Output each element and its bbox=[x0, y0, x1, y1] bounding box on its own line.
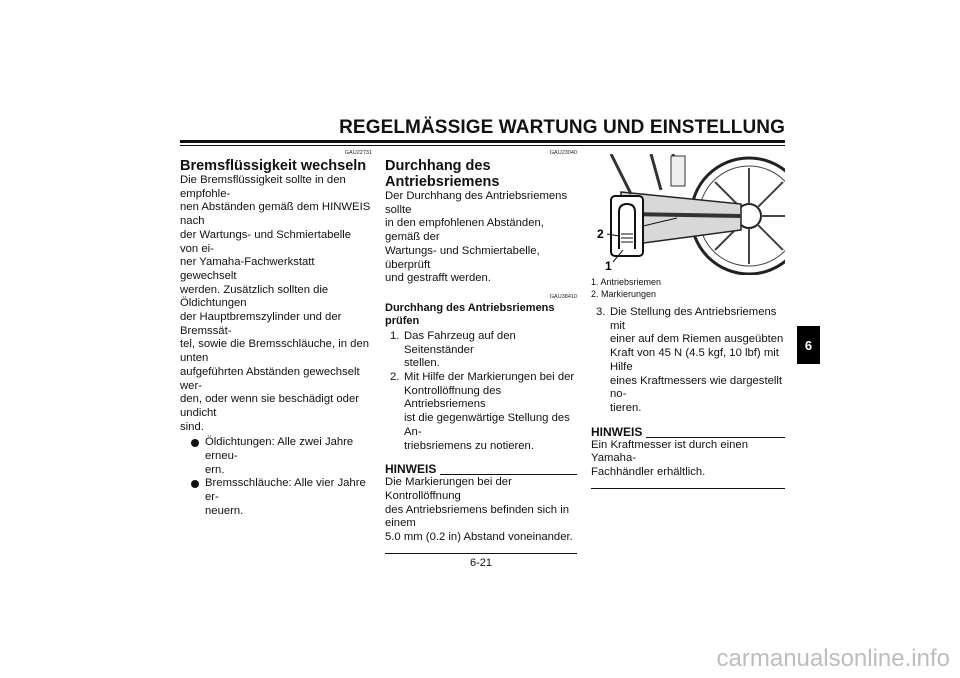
step-list bbox=[385, 330, 577, 453]
column-brake-fluid bbox=[180, 150, 372, 519]
text-line: tel, sowie die Bremsschläuche, in den unten bbox=[180, 338, 370, 365]
chapter-tab: 6 bbox=[797, 326, 820, 364]
text-line: werden. Zusätzlich sollten die Öldichtungen bbox=[180, 283, 329, 310]
text-line: einer auf dem Riemen ausgeübten bbox=[610, 333, 784, 346]
step-item bbox=[385, 330, 577, 371]
note-end-rule bbox=[385, 553, 577, 554]
text-line: des Antriebsriemens befinden sich in einem bbox=[385, 503, 569, 530]
note-end-rule bbox=[591, 488, 785, 489]
body-text bbox=[385, 190, 577, 286]
section-code: GAU38410 bbox=[549, 293, 577, 300]
text-line: Fachhändler erhältlich. bbox=[591, 466, 706, 479]
text-line: aufgeführten Abständen gewechselt wer- bbox=[180, 365, 360, 392]
bullet-item bbox=[180, 477, 372, 518]
caption-line: 1. Antriebsriemen bbox=[591, 277, 662, 287]
text-line: den, oder wenn sie beschädigt oder undicht bbox=[180, 393, 359, 419]
motorcycle-belt-illustration bbox=[591, 154, 785, 275]
bullet-list bbox=[180, 436, 372, 518]
note-title: HINWEIS bbox=[385, 462, 437, 477]
section-heading: Durchhang des Antriebsriemens bbox=[385, 158, 500, 190]
text-line: Mit Hilfe der Markierungen bei der bbox=[404, 371, 575, 384]
note-body bbox=[385, 476, 577, 545]
text-line: und gestrafft werden. bbox=[385, 272, 491, 285]
callout-label-1: 1 bbox=[605, 259, 612, 273]
bullet-item bbox=[180, 436, 372, 477]
text-line: sind. bbox=[180, 420, 204, 433]
text-line: Wartungs- und Schmiertabelle, überprüft bbox=[385, 244, 540, 271]
text-line: Das Fahrzeug auf den Seitenständer bbox=[404, 329, 516, 356]
frame-tubes bbox=[611, 154, 679, 194]
shock-absorber bbox=[671, 156, 685, 186]
text-line: tieren. bbox=[610, 401, 642, 414]
section-heading: Bremsflüssigkeit wechseln bbox=[180, 158, 367, 174]
callout-label-2: 2 bbox=[597, 227, 604, 241]
note-heading bbox=[591, 426, 785, 439]
text-line: der Hauptbremszylinder und der Bremssät- bbox=[180, 311, 342, 337]
text-line: Die Bremsflüssigkeit sollte in den empfohle- bbox=[180, 174, 346, 200]
note-rule bbox=[440, 474, 577, 475]
text-line: stellen. bbox=[404, 357, 440, 370]
text-line: in den empfohlenen Abständen, gemäß der bbox=[385, 217, 544, 244]
sub-heading: Durchhang des Antriebsriemens prüfen bbox=[385, 301, 555, 327]
section-code: GAU23040 bbox=[549, 150, 577, 156]
note-rule bbox=[646, 437, 785, 438]
step-number: 3. bbox=[596, 306, 606, 318]
text-line: 5.0 mm (0.2 in) Abstand voneinander. bbox=[385, 531, 573, 544]
step-item bbox=[385, 371, 577, 453]
text-line: der Wartungs- und Schmiertabelle von ei- bbox=[180, 228, 351, 255]
text-line: Die Markierungen bei der Kontrollöffnung bbox=[385, 476, 512, 502]
drive-belt bbox=[631, 214, 741, 216]
text-line: triebsriemens zu notieren. bbox=[404, 439, 534, 452]
caption-line: 2. Markierungen bbox=[591, 289, 657, 299]
column-figure bbox=[591, 150, 785, 489]
step-item bbox=[591, 306, 785, 416]
note-title: HINWEIS bbox=[591, 424, 643, 439]
text-line: Kraft von 45 N (4.5 kgf, 10 lbf) mit Hilfe bbox=[610, 347, 779, 373]
step-number: 2. bbox=[390, 371, 400, 384]
header-rule bbox=[180, 140, 785, 143]
page-number: 6-21 bbox=[470, 557, 493, 569]
step-number: 1. bbox=[390, 329, 400, 342]
text-line: ner Yamaha-Fachwerkstatt gewechselt bbox=[180, 256, 315, 282]
watermark: carmanualsonline.info bbox=[716, 645, 950, 672]
page-header-title: REGELMÄSSIGE WARTUNG UND EINSTELLUNG bbox=[339, 117, 785, 138]
text-line: Bremsschläuche: Alle vier Jahre er- bbox=[205, 477, 366, 504]
text-line: nen Abständen gemäß dem HINWEIS nach bbox=[180, 201, 371, 228]
body-text bbox=[180, 174, 372, 434]
text-line: neuern. bbox=[205, 504, 244, 517]
figure-caption bbox=[591, 276, 785, 300]
text-line: ern. bbox=[205, 463, 225, 476]
text-line: Die Stellung des Antriebsriemens mit bbox=[610, 306, 777, 332]
text-line: ist die gegenwärtige Stellung des An- bbox=[404, 412, 570, 438]
text-line: Kontrollöffnung des Antriebsriemens bbox=[404, 384, 502, 411]
note-heading bbox=[385, 463, 577, 476]
bullet-dot-icon bbox=[191, 480, 199, 488]
note-body bbox=[591, 439, 785, 480]
text-line: Der Durchhang des Antriebsriemens sollte bbox=[385, 190, 568, 216]
text-line: Ein Kraftmesser ist durch einen Yamaha- bbox=[591, 438, 748, 465]
text-line: eines Kraftmessers wie dargestellt no- bbox=[610, 374, 783, 401]
belt-figure bbox=[591, 154, 785, 275]
step-list bbox=[591, 306, 785, 416]
text-line: Öldichtungen: Alle zwei Jahre erneu- bbox=[205, 436, 354, 463]
bullet-dot-icon bbox=[191, 439, 199, 447]
column-drive-belt bbox=[385, 150, 577, 554]
section-code: GAU22731 bbox=[344, 150, 372, 156]
header-rule-thin bbox=[180, 145, 785, 146]
